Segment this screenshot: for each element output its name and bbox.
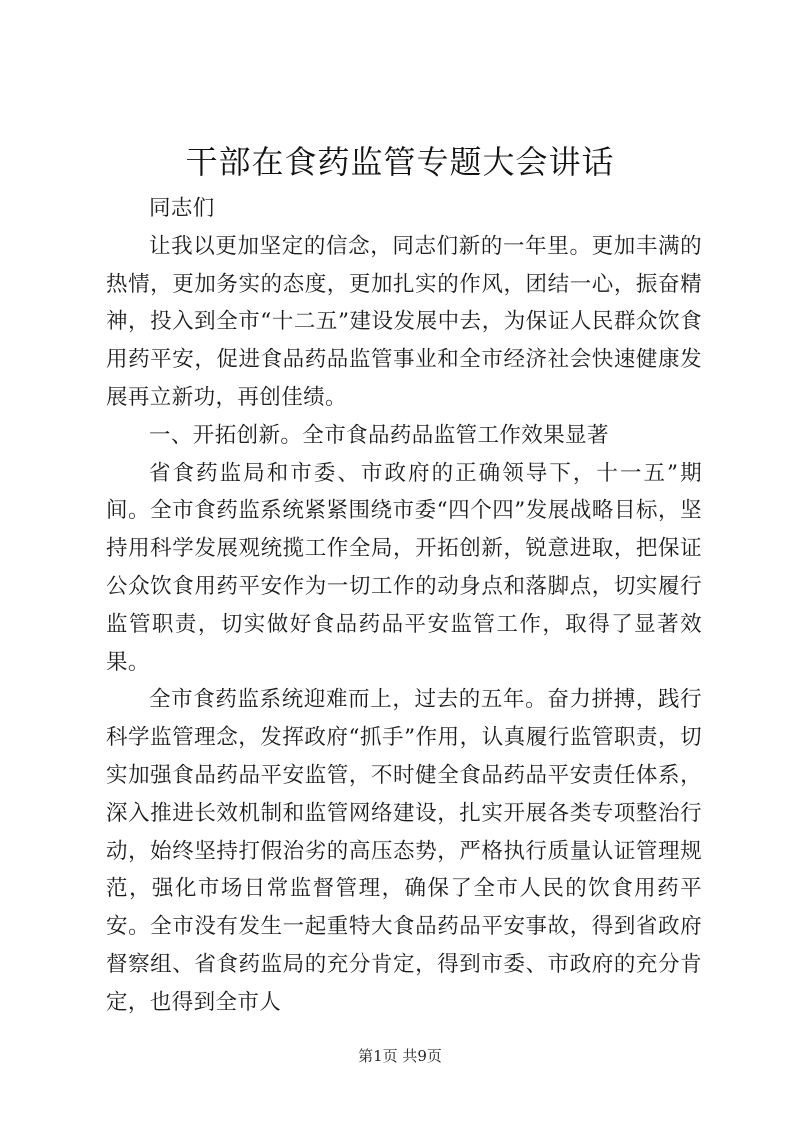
paragraph: 让我以更加坚定的信念，同志们新的一年里。更加丰满的热情，更加务实的态度，更加扎实的作风，团结一心，振奋精神，投入到全市“十二五”建设发展中去，为保证人民群众饮食用药平安，促进食品药品监管事业和全市经济社会快速健康发展再立新功，再创佳绩。 <box>106 233 702 410</box>
page-number-footer: 第1页 共9页 <box>358 1047 442 1065</box>
paragraph: 全市食药监系统迎难而上，过去的五年。奋力拼搏，践行科学监管理念，发挥政府“抓手”作用，认真履行监管职责，切实加强食品药品平安监管，不时健全食品药品平安责任体系，深入推进长效机制和监管网络建设，扎实开展各类专项整治行动，始终坚持打假治劣的高压态势，严格执行质量认证管理规范，强化市场日常监督管理，确保了全市人民的饮食用药平安。全市没有发生一起重特大食品药品平安事故，得到省政府督察组、省食药监局的充分肯定，得到市委、市政府的充分肯定，也得到全市人 <box>106 687 702 1015</box>
section-heading: 一、开拓创新。全市食品药品监管工作效果显著 <box>149 422 609 448</box>
document-body <box>106 190 702 1022</box>
document-title: 干部在食药监管专题大会讲话 <box>185 143 615 181</box>
paragraph: 省食药监局和市委、市政府的正确领导下，十一五”期间。全市食药监系统紧紧围绕市委“四个四”发展战略目标，坚持用科学发展观统揽工作全局，开拓创新，锐意进取，把保证公众饮食用药平安作为一切工作的动身点和落脚点，切实履行监管职责，切实做好食品药品平安监管工作，取得了显著效果。 <box>106 460 702 675</box>
paragraph-salutation: 同志们 <box>149 196 215 221</box>
